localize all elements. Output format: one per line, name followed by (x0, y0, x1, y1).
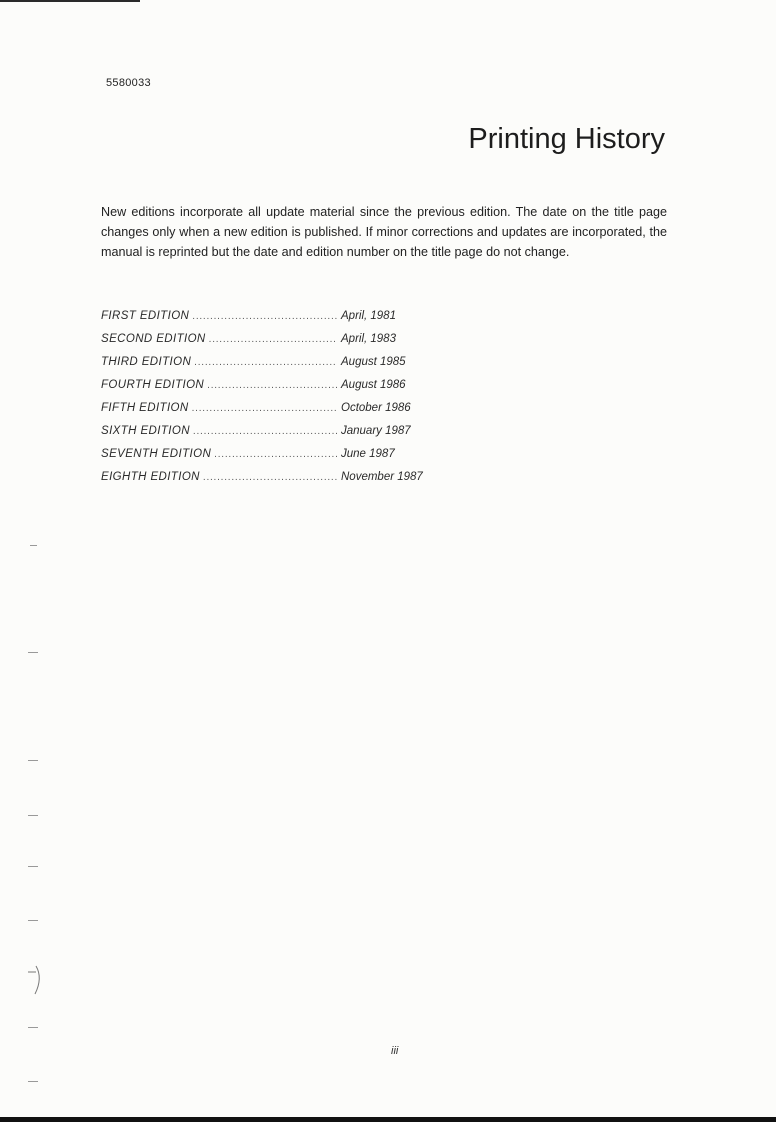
edition-date: April, 1981 (341, 310, 396, 322)
edition-row (101, 310, 431, 333)
dot-leader (192, 311, 337, 322)
dot-leader (193, 426, 337, 437)
scan-edge-mark (28, 760, 38, 761)
dot-leader (214, 449, 337, 460)
document-number: 5580033 (106, 77, 151, 89)
scan-top-stroke (0, 0, 140, 2)
dot-leader (203, 472, 337, 483)
page-number: iii (391, 1045, 399, 1057)
edition-name: FOURTH EDITION (101, 379, 205, 391)
scan-edge-mark (28, 652, 38, 653)
scan-edge-bracket (26, 964, 46, 996)
edition-row (101, 471, 431, 494)
scan-bottom-rule (0, 1117, 776, 1122)
edition-date: January 1987 (341, 425, 411, 437)
edition-name: SEVENTH EDITION (101, 448, 212, 460)
edition-row (101, 356, 431, 379)
edition-row (101, 425, 431, 448)
scan-edge-mark (28, 1027, 38, 1028)
edition-date: June 1987 (341, 448, 395, 460)
scan-edge-mark (30, 545, 37, 546)
page-title: Printing History (468, 123, 665, 155)
intro-paragraph: New editions incorporate all update material since the previous edition. The date on the title page changes only when a new edition is published. If minor corrections and updates are incorporated, the manual is reprinted but the date and edition number on the title page do not change. (101, 205, 667, 259)
edition-name: THIRD EDITION (101, 356, 192, 368)
edition-name: EIGHTH EDITION (101, 471, 200, 483)
dot-leader (209, 334, 337, 345)
dot-leader (194, 357, 337, 368)
edition-row (101, 448, 431, 471)
edition-date: August 1985 (341, 356, 406, 368)
edition-name: SIXTH EDITION (101, 425, 190, 437)
edition-name: FIRST EDITION (101, 310, 190, 322)
edition-name: FIFTH EDITION (101, 402, 189, 414)
edition-date: November 1987 (341, 471, 423, 483)
edition-date: April, 1983 (341, 333, 396, 345)
edition-name: SECOND EDITION (101, 333, 206, 345)
scan-edge-mark (28, 866, 38, 867)
scan-edge-mark (28, 920, 38, 921)
dot-leader (207, 380, 337, 391)
edition-list (101, 310, 431, 494)
scan-edge-mark (28, 815, 38, 816)
edition-row (101, 333, 431, 356)
edition-date: August 1986 (341, 379, 406, 391)
scan-edge-mark (28, 1081, 38, 1082)
edition-row (101, 379, 431, 402)
edition-date: October 1986 (341, 402, 411, 414)
dot-leader (192, 403, 337, 414)
edition-row (101, 402, 431, 425)
